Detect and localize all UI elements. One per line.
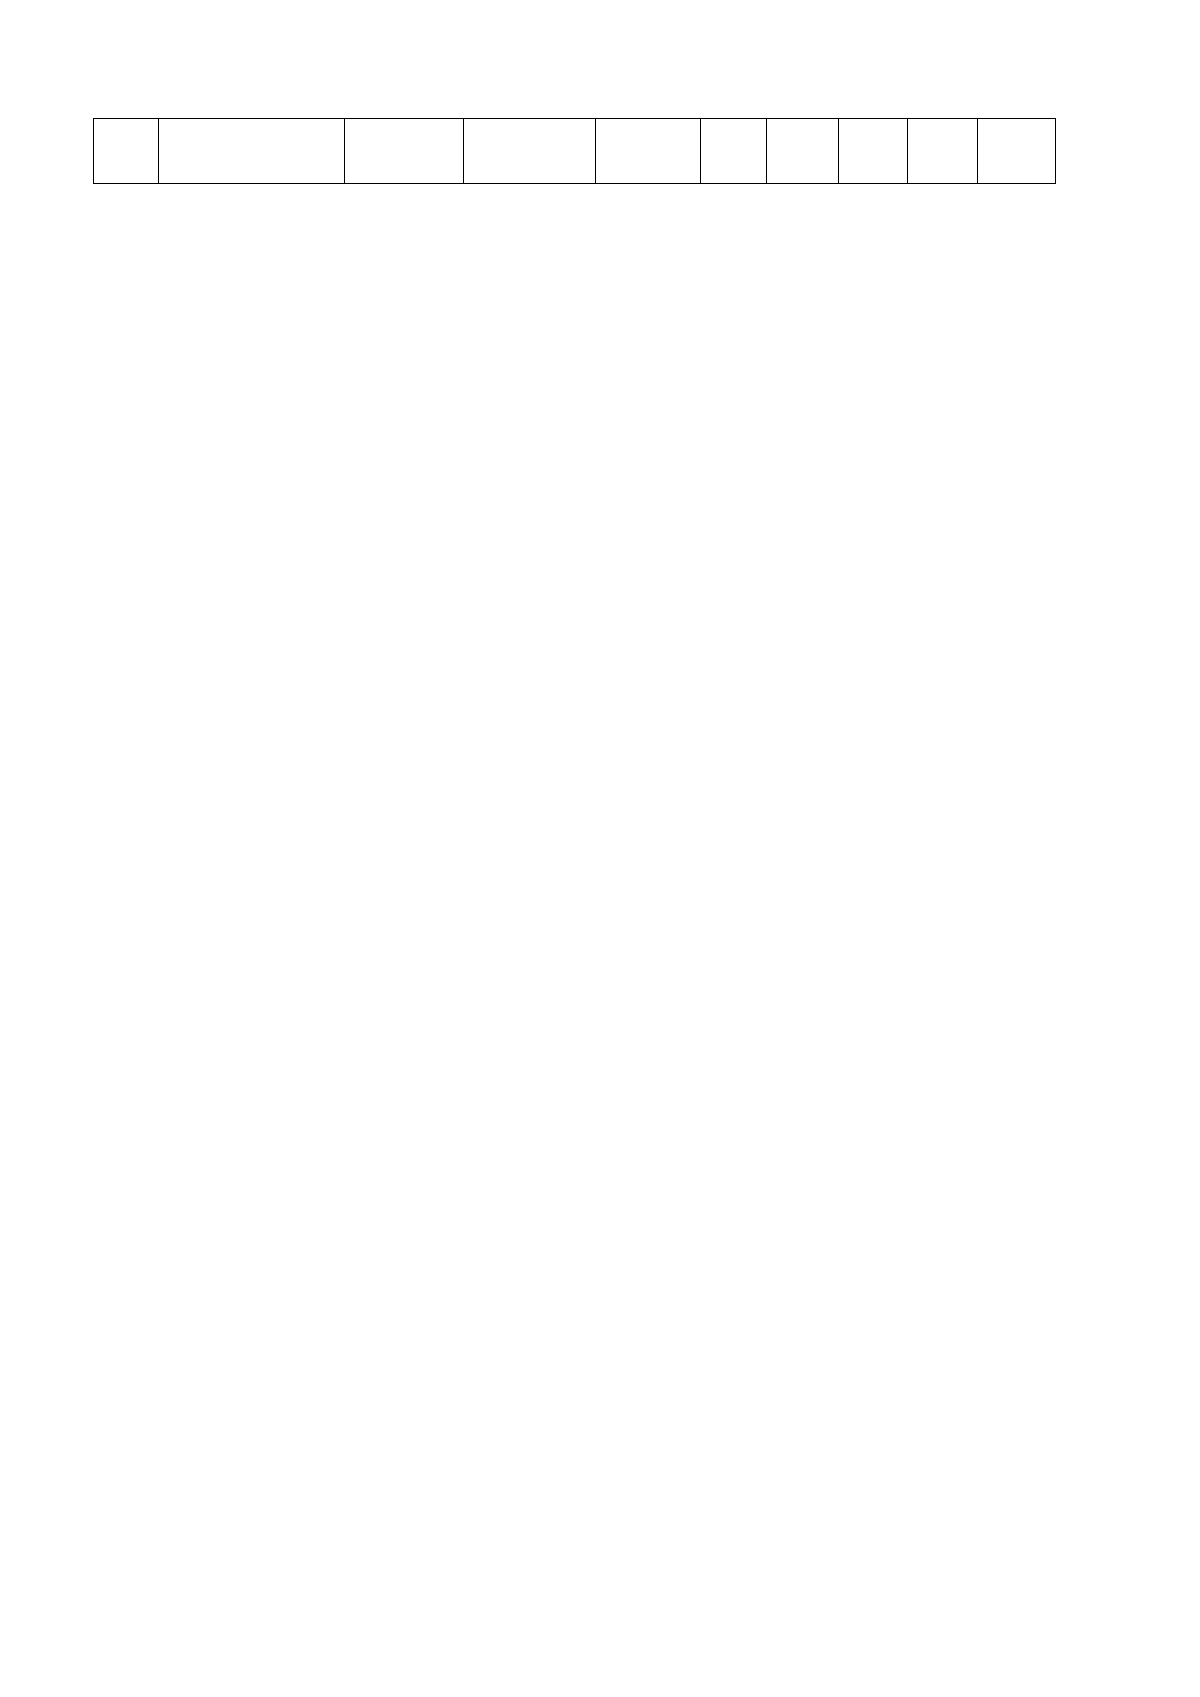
empty-value-dash	[701, 119, 767, 184]
row-number	[94, 119, 159, 184]
tariff-value	[596, 119, 701, 184]
empty-value-dash	[839, 119, 908, 184]
empty-value-dash	[767, 119, 839, 184]
empty-value-dash	[908, 119, 978, 184]
tariff-table-body	[94, 119, 1056, 184]
tariff-table	[93, 118, 1056, 184]
organization-cell-continued	[159, 119, 345, 184]
empty-value-dash	[978, 119, 1056, 184]
rate-type-cell	[345, 119, 464, 184]
period-cell	[464, 119, 596, 184]
table-row	[94, 119, 1056, 184]
